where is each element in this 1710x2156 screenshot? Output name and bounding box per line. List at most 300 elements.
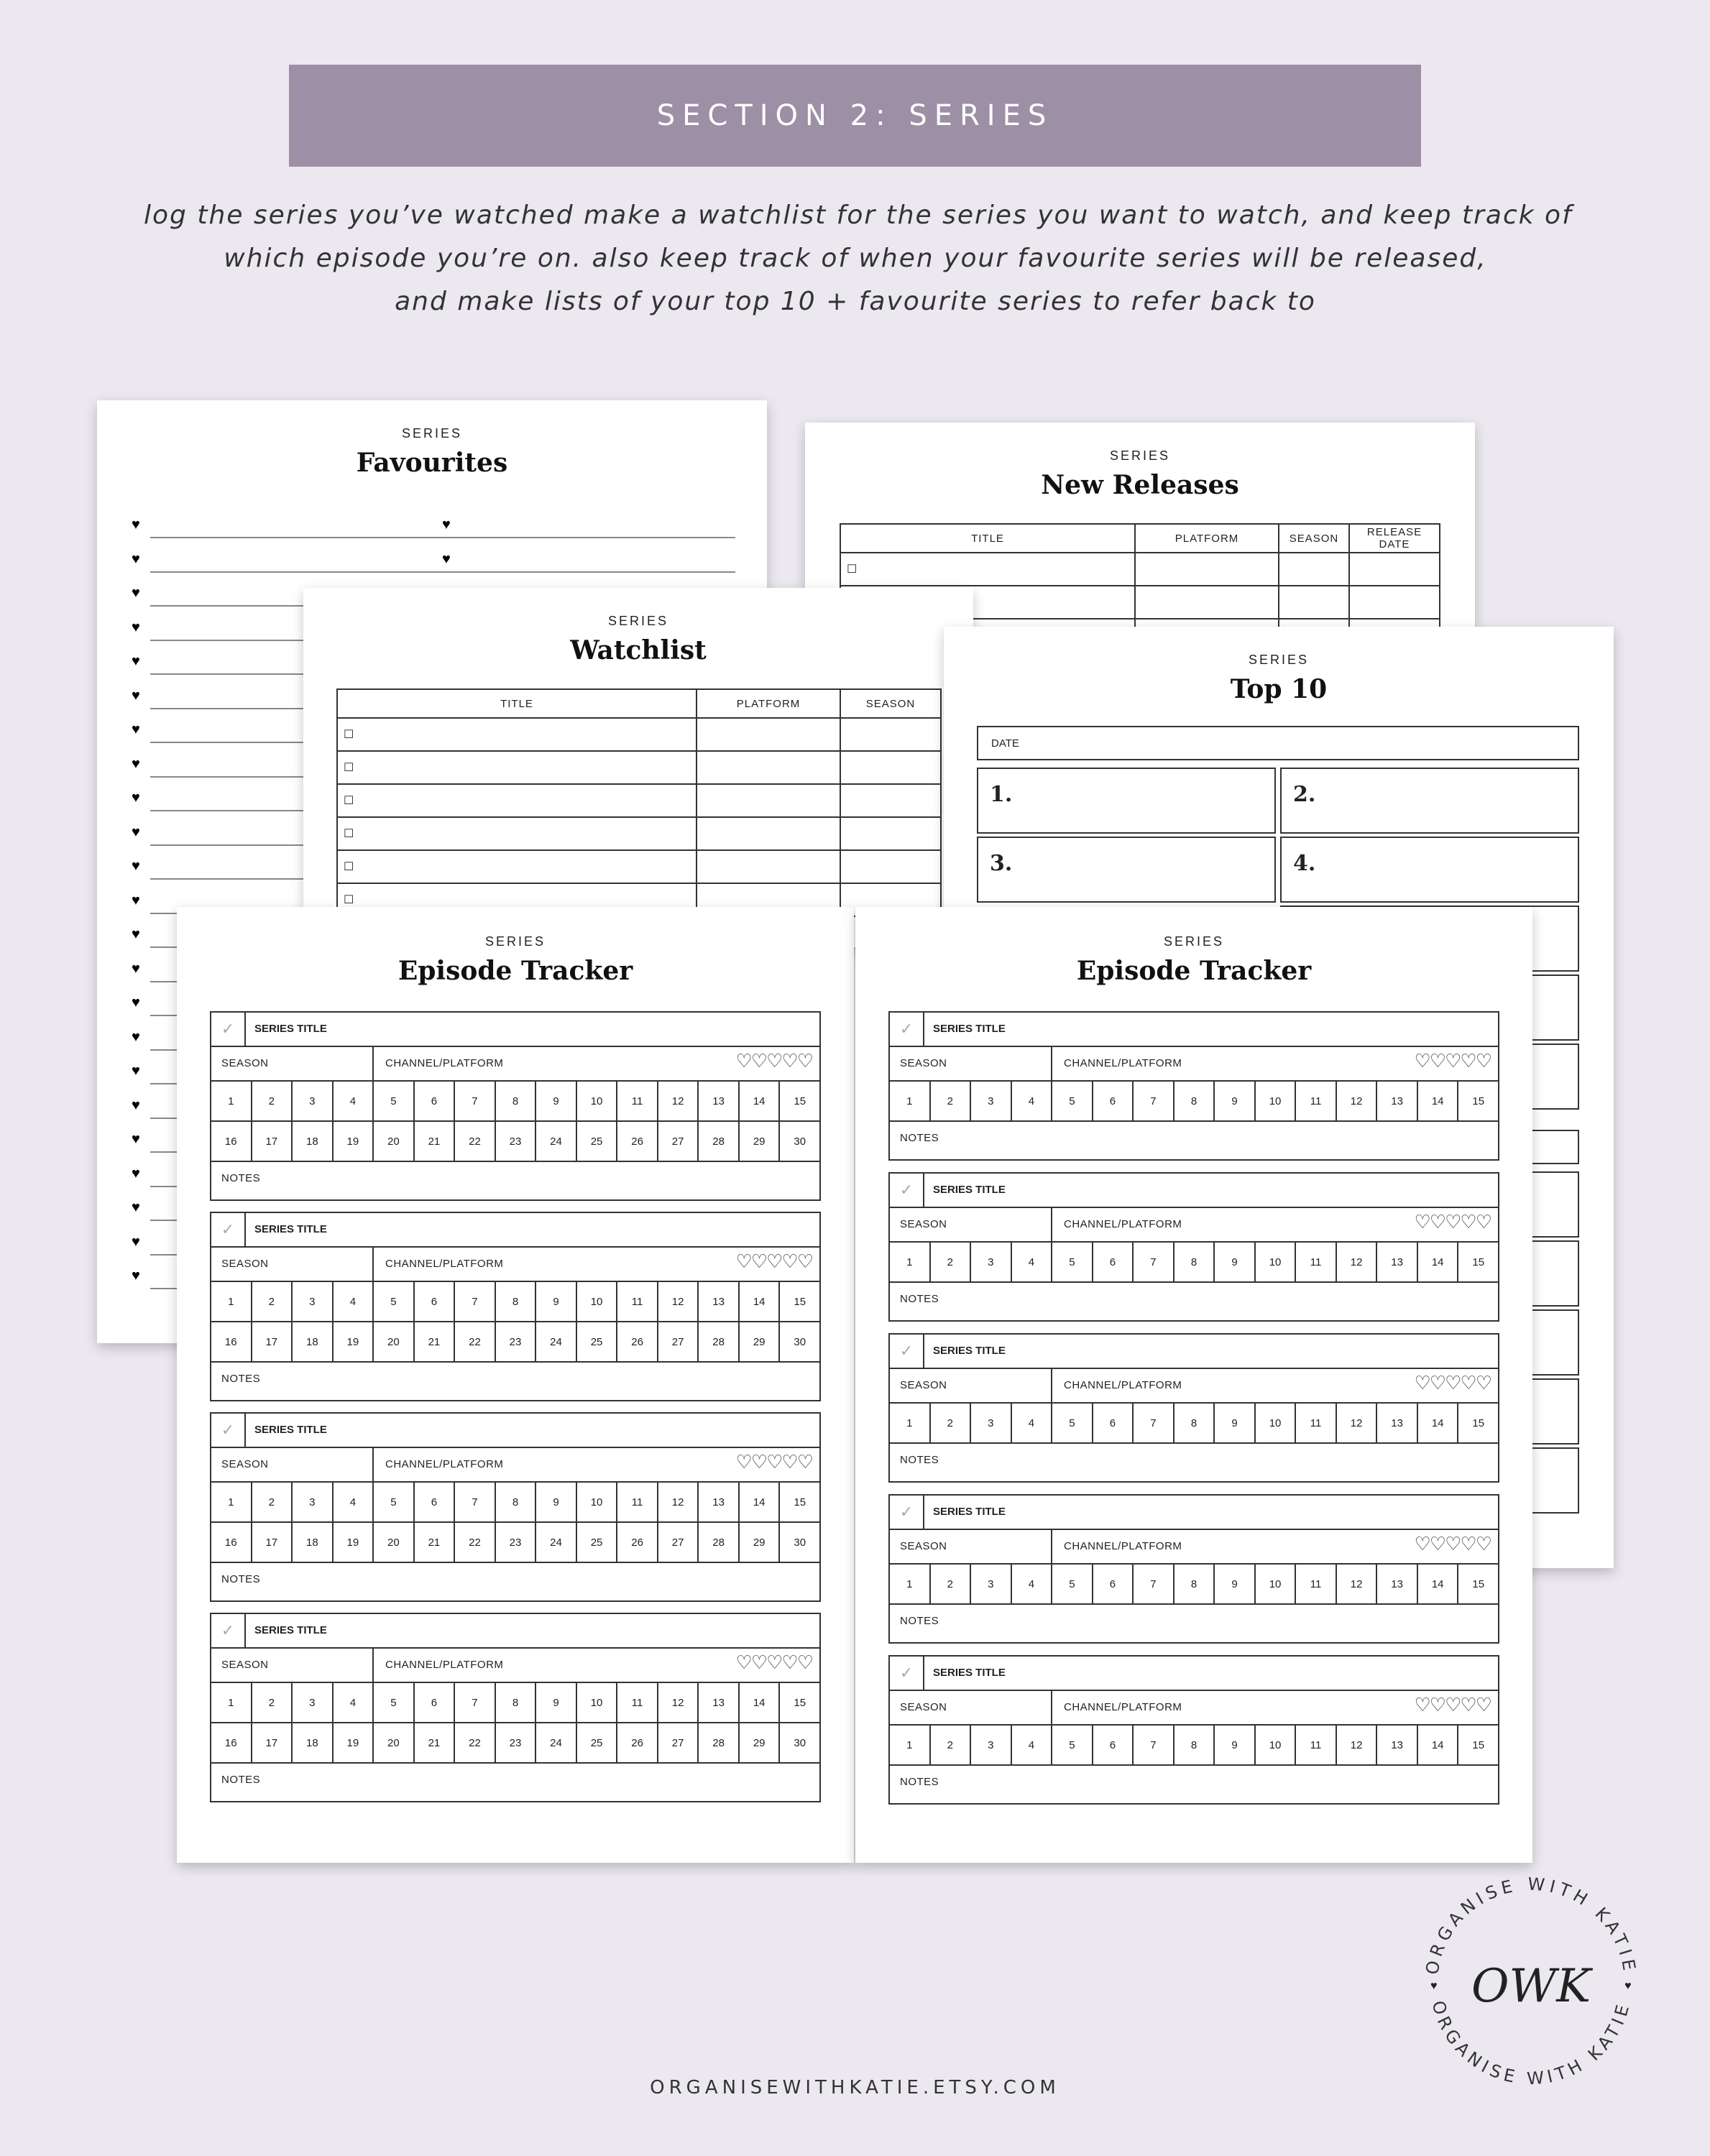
brand-seal — [1409, 1861, 1653, 2106]
episode-cell[interactable]: 11 — [617, 1082, 658, 1120]
episode-cell[interactable]: 2 — [931, 1243, 972, 1281]
episode-cell[interactable]: 15 — [794, 1696, 806, 1709]
series-title-row[interactable] — [890, 1013, 1498, 1047]
episode-cell[interactable]: 18 — [293, 1523, 334, 1562]
series-title-row[interactable] — [211, 1013, 819, 1047]
episode-cell[interactable]: 8 — [496, 1282, 537, 1321]
seal-heart-icon: ♥ — [1624, 1980, 1632, 1992]
episode-cell[interactable]: 28 — [699, 1322, 740, 1361]
episode-cell[interactable]: 15 — [794, 1295, 806, 1308]
episode-cell[interactable]: 14 — [1418, 1726, 1459, 1764]
episode-cell[interactable]: 24 — [536, 1523, 577, 1562]
rating-hearts-icon[interactable]: ♡♡♡♡♡ — [735, 1651, 812, 1673]
series-title-label: SERIES TITLE — [933, 1345, 1006, 1357]
season-row[interactable] — [890, 1047, 1498, 1082]
episode-cell[interactable]: 30 — [794, 1135, 806, 1148]
top10-cell-4[interactable] — [1280, 837, 1579, 903]
episode-cell[interactable]: 24 — [536, 1122, 577, 1161]
episode-cell[interactable]: 27 — [658, 1523, 699, 1562]
episode-cell[interactable]: 16 — [211, 1523, 252, 1562]
season-row[interactable] — [890, 1530, 1498, 1565]
episode-cell[interactable]: 6 — [1093, 1404, 1134, 1442]
episode-numbers-row — [890, 1404, 1498, 1444]
notes-label: NOTES — [900, 1776, 939, 1788]
series-title-row[interactable] — [211, 1213, 819, 1248]
episode-cell[interactable]: 23 — [496, 1523, 537, 1562]
episode-cell[interactable]: 17 — [252, 1122, 293, 1161]
episode-cell[interactable]: 22 — [455, 1122, 496, 1161]
episode-cell[interactable]: 10 — [577, 1483, 618, 1521]
episode-cell[interactable]: 26 — [617, 1122, 658, 1161]
series-title-row[interactable] — [890, 1496, 1498, 1530]
episode-cell[interactable]: 15 — [1472, 1577, 1485, 1590]
favourite-row[interactable] — [442, 543, 735, 577]
episode-cell[interactable]: 7 — [455, 1483, 496, 1521]
tracker-block — [210, 1613, 821, 1802]
column-season: SEASON — [1279, 524, 1349, 553]
notes-label: NOTES — [221, 1373, 261, 1385]
check-icon[interactable]: ✓ — [890, 1013, 924, 1046]
checkbox-icon[interactable]: ☐ — [344, 894, 354, 906]
episode-cell[interactable]: 2 — [931, 1082, 972, 1120]
series-title-label: SERIES TITLE — [254, 1023, 327, 1035]
intro-line-3: and make lists of your top 10 + favourite series to refer back to — [395, 287, 1316, 316]
episode-cell[interactable]: 11 — [1296, 1565, 1337, 1603]
episode-cell[interactable]: 23 — [496, 1723, 537, 1762]
notes-row[interactable] — [211, 1162, 819, 1198]
episode-cell[interactable]: 4 — [334, 1282, 374, 1321]
rating-hearts-icon[interactable]: ♡♡♡♡♡ — [735, 1451, 812, 1473]
episode-cell[interactable]: 8 — [1175, 1726, 1215, 1764]
episode-cell[interactable]: 12 — [1337, 1243, 1378, 1281]
rating-hearts-icon[interactable]: ♡♡♡♡♡ — [1414, 1694, 1491, 1715]
checkbox-icon[interactable]: ☐ — [344, 762, 354, 774]
episode-cell[interactable]: 7 — [455, 1683, 496, 1722]
episode-cell[interactable]: 8 — [1175, 1243, 1215, 1281]
episode-cell[interactable]: 19 — [334, 1322, 374, 1361]
episode-cell[interactable]: 17 — [252, 1523, 293, 1562]
watchlist-row[interactable] — [337, 817, 941, 850]
episode-cell[interactable]: 30 — [794, 1536, 806, 1549]
episode-cell[interactable]: 4 — [1012, 1082, 1053, 1120]
episode-cell[interactable]: 10 — [577, 1683, 618, 1722]
episode-cell[interactable]: 8 — [1175, 1565, 1215, 1603]
episode-cell[interactable]: 7 — [1134, 1082, 1175, 1120]
episode-cell[interactable]: 9 — [1215, 1082, 1256, 1120]
checkbox-icon[interactable]: ☐ — [344, 795, 354, 807]
episode-cell[interactable]: 7 — [1134, 1726, 1175, 1764]
page-title: Watchlist — [570, 635, 707, 665]
episode-cell[interactable]: 27 — [658, 1322, 699, 1361]
episode-cell[interactable]: 2 — [931, 1404, 972, 1442]
episode-cell[interactable]: 8 — [1175, 1082, 1215, 1120]
episode-cell[interactable]: 8 — [496, 1483, 537, 1521]
episode-cell[interactable]: 18 — [293, 1723, 334, 1762]
series-title-row[interactable] — [890, 1657, 1498, 1691]
checkbox-icon[interactable]: ☐ — [344, 729, 354, 741]
episode-cell[interactable]: 10 — [1256, 1082, 1297, 1120]
check-icon[interactable]: ✓ — [211, 1614, 246, 1647]
episode-cell[interactable]: 4 — [1012, 1243, 1053, 1281]
episode-cell[interactable]: 12 — [658, 1282, 699, 1321]
episode-numbers-row — [211, 1723, 819, 1764]
episode-numbers-row — [211, 1082, 819, 1122]
channel-label: CHANNEL/PLATFORM — [385, 1057, 504, 1069]
season-label: SEASON — [221, 1659, 269, 1671]
episode-cell[interactable]: 2 — [931, 1565, 972, 1603]
check-icon[interactable]: ✓ — [890, 1657, 924, 1690]
episode-cell[interactable]: 5 — [374, 1282, 415, 1321]
top10-cell-1[interactable] — [977, 768, 1276, 834]
episode-cell[interactable]: 11 — [1296, 1243, 1337, 1281]
episode-cell[interactable]: 16 — [211, 1322, 252, 1361]
episode-cell[interactable]: 1 — [890, 1404, 931, 1442]
episode-cell[interactable]: 12 — [658, 1082, 699, 1120]
episode-cell[interactable]: 17 — [252, 1723, 293, 1762]
episode-cell[interactable]: 14 — [1418, 1082, 1459, 1120]
notes-row[interactable] — [890, 1444, 1498, 1480]
episode-cell[interactable]: 25 — [577, 1322, 618, 1361]
series-title-row[interactable] — [211, 1614, 819, 1649]
watchlist-row[interactable] — [337, 718, 941, 751]
series-title-label: SERIES TITLE — [254, 1624, 327, 1636]
episode-cell[interactable]: 15 — [1472, 1738, 1485, 1751]
episode-cell[interactable]: 12 — [1337, 1082, 1378, 1120]
rating-hearts-icon[interactable]: ♡♡♡♡♡ — [735, 1250, 812, 1272]
rating-hearts-icon[interactable]: ♡♡♡♡♡ — [1414, 1533, 1491, 1554]
season-row[interactable] — [211, 1248, 819, 1282]
top10-cell-2[interactable] — [1280, 768, 1579, 834]
episode-cell[interactable]: 4 — [334, 1683, 374, 1722]
series-title-row[interactable] — [211, 1414, 819, 1448]
episode-cell[interactable]: 5 — [1052, 1082, 1093, 1120]
episode-cell[interactable]: 27 — [658, 1723, 699, 1762]
episode-cell[interactable]: 19 — [334, 1122, 374, 1161]
notes-row[interactable] — [890, 1605, 1498, 1641]
episode-cell[interactable]: 5 — [1052, 1243, 1093, 1281]
episode-cell[interactable]: 7 — [455, 1282, 496, 1321]
episode-cell[interactable]: 3 — [971, 1565, 1012, 1603]
episode-cell[interactable]: 18 — [293, 1122, 334, 1161]
episode-cell[interactable]: 11 — [1296, 1726, 1337, 1764]
top10-cell-3[interactable] — [977, 837, 1276, 903]
episode-cell[interactable]: 1 — [211, 1082, 252, 1120]
episode-cell[interactable]: 9 — [1215, 1404, 1256, 1442]
episode-cell[interactable]: 9 — [536, 1282, 577, 1321]
episode-cell[interactable]: 13 — [1377, 1565, 1418, 1603]
heart-icon: ♥ — [132, 892, 140, 908]
channel-label: CHANNEL/PLATFORM — [1064, 1057, 1182, 1069]
episode-cell[interactable]: 1 — [211, 1483, 252, 1521]
episode-cell[interactable]: 22 — [455, 1523, 496, 1562]
episode-cell[interactable]: 5 — [374, 1082, 415, 1120]
episode-cell[interactable]: 13 — [699, 1483, 740, 1521]
checkbox-icon[interactable]: ☐ — [344, 861, 354, 873]
episode-cell[interactable]: 9 — [536, 1483, 577, 1521]
episode-cell[interactable]: 20 — [374, 1122, 415, 1161]
episode-cell[interactable]: 29 — [740, 1723, 781, 1762]
heart-icon: ♥ — [132, 585, 140, 601]
episode-cell[interactable]: 6 — [415, 1282, 456, 1321]
episode-cell[interactable]: 3 — [293, 1282, 334, 1321]
episode-cell[interactable]: 14 — [740, 1683, 781, 1722]
episode-cell[interactable]: 4 — [1012, 1565, 1053, 1603]
favourite-row[interactable] — [442, 508, 735, 543]
episode-cell[interactable]: 28 — [699, 1122, 740, 1161]
season-row[interactable] — [890, 1208, 1498, 1243]
episode-cell[interactable]: 22 — [455, 1723, 496, 1762]
episode-cell[interactable]: 21 — [415, 1322, 456, 1361]
heart-icon: ♥ — [132, 824, 140, 840]
episode-cell[interactable]: 30 — [794, 1335, 806, 1348]
notes-row[interactable] — [890, 1283, 1498, 1319]
episode-cell[interactable]: 13 — [1377, 1726, 1418, 1764]
episode-cell[interactable]: 13 — [1377, 1082, 1418, 1120]
episode-cell[interactable]: 4 — [334, 1483, 374, 1521]
episode-cell[interactable]: 3 — [971, 1243, 1012, 1281]
episode-cell[interactable]: 6 — [415, 1483, 456, 1521]
episode-cell[interactable]: 16 — [211, 1122, 252, 1161]
episode-cell[interactable]: 12 — [1337, 1404, 1378, 1442]
episode-cell[interactable]: 20 — [374, 1723, 415, 1762]
episode-cell[interactable]: 19 — [334, 1523, 374, 1562]
notes-row[interactable] — [890, 1766, 1498, 1802]
heart-icon: ♥ — [132, 858, 140, 874]
episode-cell[interactable]: 15 — [794, 1095, 806, 1107]
episode-cell[interactable]: 12 — [658, 1483, 699, 1521]
check-icon[interactable]: ✓ — [211, 1213, 246, 1246]
episode-cell[interactable]: 21 — [415, 1122, 456, 1161]
checkbox-icon[interactable]: ☐ — [344, 828, 354, 840]
seal-heart-icon: ♥ — [1430, 1980, 1438, 1992]
episode-cell[interactable]: 6 — [1093, 1243, 1134, 1281]
check-icon[interactable]: ✓ — [890, 1335, 924, 1368]
episode-cell[interactable]: 15 — [1472, 1416, 1485, 1429]
episode-cell[interactable]: 15 — [794, 1496, 806, 1508]
episode-cell[interactable]: 12 — [658, 1683, 699, 1722]
episode-cell[interactable]: 7 — [455, 1082, 496, 1120]
episode-cell[interactable]: 8 — [1175, 1404, 1215, 1442]
heart-icon: ♥ — [132, 653, 140, 669]
episode-cell[interactable]: 1 — [890, 1565, 931, 1603]
episode-cell[interactable]: 19 — [334, 1723, 374, 1762]
episode-cell[interactable]: 18 — [293, 1322, 334, 1361]
column-platform: PLATFORM — [697, 689, 840, 718]
episode-cell[interactable]: 29 — [740, 1122, 781, 1161]
season-row[interactable] — [211, 1649, 819, 1683]
rating-hearts-icon[interactable]: ♡♡♡♡♡ — [735, 1050, 812, 1072]
episode-numbers-row — [890, 1726, 1498, 1766]
episode-cell[interactable]: 9 — [536, 1683, 577, 1722]
season-row[interactable] — [211, 1047, 819, 1082]
column-season: SEASON — [840, 689, 941, 718]
episode-cell[interactable]: 3 — [293, 1082, 334, 1120]
episode-cell[interactable]: 28 — [699, 1723, 740, 1762]
episode-cell[interactable]: 21 — [415, 1523, 456, 1562]
episode-cell[interactable]: 9 — [536, 1082, 577, 1120]
episode-cell[interactable]: 22 — [455, 1322, 496, 1361]
episode-cell[interactable]: 25 — [577, 1523, 618, 1562]
episode-cell[interactable]: 20 — [374, 1322, 415, 1361]
episode-cell[interactable]: 15 — [1472, 1095, 1485, 1107]
seal-monogram: OWK — [1471, 1960, 1591, 2013]
episode-cell[interactable]: 1 — [211, 1683, 252, 1722]
season-row[interactable] — [890, 1691, 1498, 1726]
episode-cell[interactable]: 5 — [374, 1683, 415, 1722]
episode-cell[interactable]: 6 — [1093, 1565, 1134, 1603]
episode-cell[interactable]: 1 — [890, 1726, 931, 1764]
episode-cell[interactable]: 2 — [252, 1683, 293, 1722]
episode-cell[interactable]: 5 — [1052, 1565, 1093, 1603]
episode-cell[interactable]: 17 — [252, 1322, 293, 1361]
episode-cell[interactable]: 11 — [617, 1683, 658, 1722]
episode-numbers-row — [211, 1322, 819, 1363]
episode-cell[interactable]: 27 — [658, 1122, 699, 1161]
season-row[interactable] — [211, 1448, 819, 1483]
episode-cell[interactable]: 6 — [415, 1683, 456, 1722]
season-label: SEASON — [900, 1540, 947, 1552]
date-field[interactable] — [977, 726, 1579, 760]
notes-row[interactable] — [211, 1363, 819, 1399]
series-title-label: SERIES TITLE — [254, 1223, 327, 1235]
episode-cell[interactable]: 13 — [699, 1082, 740, 1120]
episode-cell[interactable]: 11 — [1296, 1082, 1337, 1120]
episode-cell[interactable]: 7 — [1134, 1565, 1175, 1603]
episode-cell[interactable]: 3 — [293, 1483, 334, 1521]
checkbox-icon[interactable]: ☐ — [847, 563, 858, 576]
column-title: TITLE — [337, 689, 697, 718]
episode-cell[interactable]: 3 — [971, 1082, 1012, 1120]
rating-hearts-icon[interactable]: ♡♡♡♡♡ — [1414, 1372, 1491, 1393]
episode-cell[interactable]: 12 — [1337, 1565, 1378, 1603]
series-title-row[interactable] — [890, 1335, 1498, 1369]
episode-cell[interactable]: 6 — [415, 1082, 456, 1120]
heart-icon: ♥ — [132, 926, 140, 942]
episode-cell[interactable]: 3 — [971, 1726, 1012, 1764]
series-title-row[interactable] — [890, 1174, 1498, 1208]
check-icon[interactable]: ✓ — [890, 1174, 924, 1207]
write-line — [461, 537, 735, 538]
episode-cell[interactable]: 26 — [617, 1523, 658, 1562]
watchlist-row[interactable] — [337, 784, 941, 817]
episode-cell[interactable]: 14 — [740, 1282, 781, 1321]
tracker-block — [888, 1494, 1499, 1644]
episode-cell[interactable]: 5 — [1052, 1404, 1093, 1442]
episode-cell[interactable]: 24 — [536, 1322, 577, 1361]
episode-cell[interactable]: 10 — [577, 1282, 618, 1321]
episode-cell[interactable]: 12 — [1337, 1726, 1378, 1764]
season-row[interactable] — [890, 1369, 1498, 1404]
episode-cell[interactable]: 6 — [1093, 1082, 1134, 1120]
season-label: SEASON — [900, 1701, 947, 1713]
page-kicker: SERIES — [607, 614, 669, 628]
episode-cell[interactable]: 7 — [1134, 1243, 1175, 1281]
episode-cell[interactable]: 6 — [1093, 1726, 1134, 1764]
check-icon[interactable]: ✓ — [211, 1013, 246, 1046]
episode-cell[interactable]: 13 — [1377, 1243, 1418, 1281]
episode-cell[interactable]: 14 — [740, 1082, 781, 1120]
episode-cell[interactable]: 30 — [794, 1736, 806, 1749]
episode-cell[interactable]: 14 — [1418, 1565, 1459, 1603]
episode-cell[interactable]: 26 — [617, 1723, 658, 1762]
episode-cell[interactable]: 3 — [971, 1404, 1012, 1442]
episode-cell[interactable]: 4 — [334, 1082, 374, 1120]
episode-cell[interactable]: 23 — [496, 1322, 537, 1361]
shop-url[interactable]: ORGANISEWITHKATIE.ETSY.COM — [650, 2077, 1060, 2099]
episode-cell[interactable]: 14 — [1418, 1243, 1459, 1281]
episode-cell[interactable]: 8 — [496, 1082, 537, 1120]
episode-cell[interactable]: 2 — [252, 1282, 293, 1321]
episode-cell[interactable]: 1 — [890, 1082, 931, 1120]
episode-cell[interactable]: 26 — [617, 1322, 658, 1361]
episode-cell[interactable]: 10 — [577, 1082, 618, 1120]
episode-cell[interactable]: 5 — [374, 1483, 415, 1521]
episode-cell[interactable]: 9 — [1215, 1726, 1256, 1764]
episode-cell[interactable]: 13 — [699, 1282, 740, 1321]
episode-cell[interactable]: 1 — [890, 1243, 931, 1281]
episode-cell[interactable]: 8 — [496, 1683, 537, 1722]
episode-cell[interactable]: 7 — [1134, 1404, 1175, 1442]
heart-icon: ♥ — [132, 755, 140, 772]
notes-row[interactable] — [890, 1122, 1498, 1158]
rating-hearts-icon[interactable]: ♡♡♡♡♡ — [1414, 1211, 1491, 1233]
rating-hearts-icon[interactable]: ♡♡♡♡♡ — [1414, 1050, 1491, 1072]
episode-cell[interactable]: 13 — [1377, 1404, 1418, 1442]
episode-cell[interactable]: 11 — [1296, 1404, 1337, 1442]
episode-cell[interactable]: 25 — [577, 1723, 618, 1762]
episode-cell[interactable]: 2 — [252, 1082, 293, 1120]
episode-cell[interactable]: 9 — [1215, 1565, 1256, 1603]
episode-cell[interactable]: 24 — [536, 1723, 577, 1762]
episode-cell[interactable]: 25 — [577, 1122, 618, 1161]
episode-cell[interactable]: 10 — [1256, 1565, 1297, 1603]
episode-cell[interactable]: 29 — [740, 1322, 781, 1361]
episode-cell[interactable]: 23 — [496, 1122, 537, 1161]
episode-cell[interactable]: 11 — [617, 1483, 658, 1521]
episode-cell[interactable]: 5 — [1052, 1726, 1093, 1764]
episode-cell[interactable]: 21 — [415, 1723, 456, 1762]
notes-row[interactable] — [211, 1764, 819, 1800]
episode-cell[interactable]: 11 — [617, 1282, 658, 1321]
episode-cell[interactable]: 14 — [740, 1483, 781, 1521]
episode-cell[interactable]: 2 — [931, 1726, 972, 1764]
episode-cell[interactable]: 20 — [374, 1523, 415, 1562]
episode-cell[interactable]: 4 — [1012, 1404, 1053, 1442]
notes-row[interactable] — [211, 1563, 819, 1599]
watchlist-row[interactable] — [337, 850, 941, 883]
episode-cell[interactable]: 10 — [1256, 1404, 1297, 1442]
episode-cell[interactable]: 13 — [699, 1683, 740, 1722]
episode-cell[interactable]: 28 — [699, 1523, 740, 1562]
check-icon[interactable]: ✓ — [211, 1414, 246, 1447]
episode-cell[interactable]: 10 — [1256, 1726, 1297, 1764]
episode-cell[interactable]: 1 — [211, 1282, 252, 1321]
episode-cell[interactable]: 4 — [1012, 1726, 1053, 1764]
episode-cell[interactable]: 10 — [1256, 1243, 1297, 1281]
heart-icon: ♥ — [442, 517, 451, 533]
episode-cell[interactable]: 9 — [1215, 1243, 1256, 1281]
episode-cell[interactable]: 29 — [740, 1523, 781, 1562]
episode-cell[interactable]: 3 — [293, 1683, 334, 1722]
heart-icon: ♥ — [132, 687, 140, 704]
check-icon[interactable]: ✓ — [890, 1496, 924, 1529]
intro-line-2: which episode you’re on. also keep track of when your favourite series will be released, — [224, 244, 1487, 273]
episode-cell[interactable]: 14 — [1418, 1404, 1459, 1442]
episode-cell[interactable]: 16 — [211, 1723, 252, 1762]
episode-cell[interactable]: 2 — [252, 1483, 293, 1521]
watchlist-row[interactable] — [337, 751, 941, 784]
episode-cell[interactable]: 15 — [1472, 1256, 1485, 1268]
